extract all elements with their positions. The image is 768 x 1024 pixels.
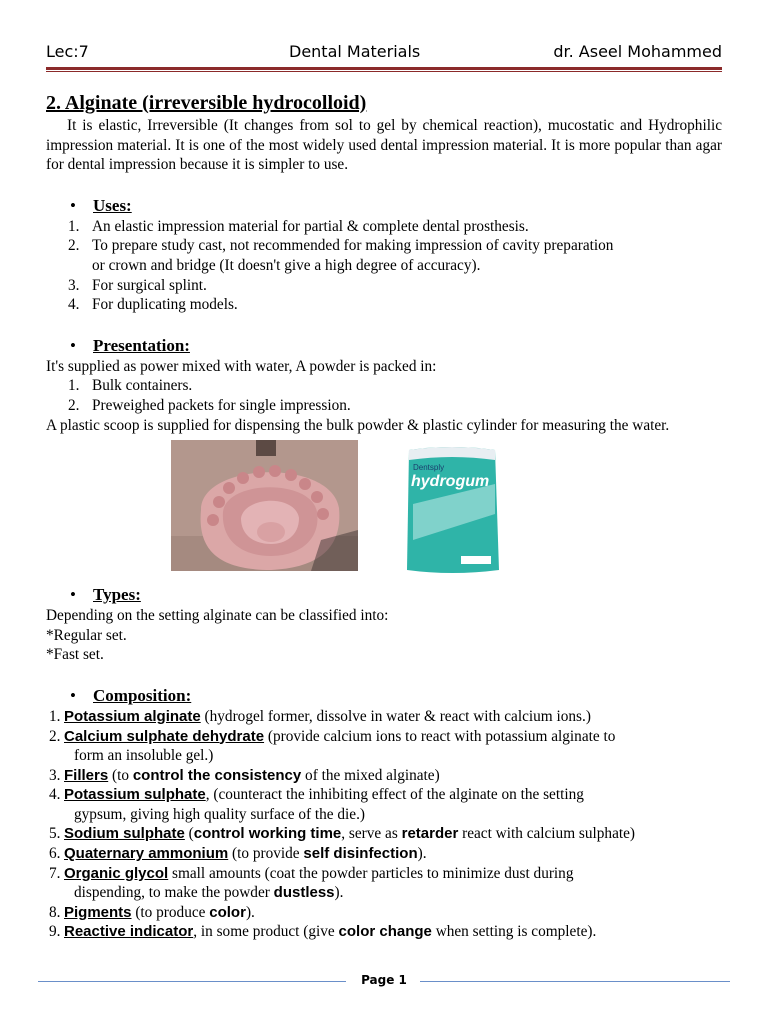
uses-heading: • Uses: [46, 195, 722, 217]
list-item: 1. Potassium alginate (hydrogel former, dissolve in water & react with calcium ions.) [49, 707, 591, 725]
composition-heading: • Composition: [46, 685, 722, 707]
types-lead: Depending on the setting alginate can be classified into: [46, 607, 389, 625]
type-regular: *Regular set. [46, 626, 127, 644]
figure-row [46, 440, 722, 584]
list-item: 4. Potassium sulphate, (counteract the inhibiting effect of the alginate on the setting gypsum, giving high quality surface of the die.) [49, 786, 584, 823]
presentation-lead: It's supplied as power mixed with water, A powder is packed in: [46, 357, 437, 375]
author-name: dr. Aseel Mohammed [553, 42, 722, 61]
list-item: 9. Reactive indicator, in some product (give color change when setting is complete). [49, 923, 597, 941]
types-heading: • Types: [46, 584, 722, 606]
list-item: 2. To prepare study cast, not recommended for making impression of cavity preparation or crown and bridge (It doesn't give a high degree of accuracy). [68, 237, 614, 274]
list-item: 7. Organic glycol small amounts (coat the powder particles to minimize dust during dispending, to make the powder dustless). [49, 864, 574, 902]
document-body [46, 90, 722, 942]
presentation-heading: • Presentation: [46, 335, 722, 357]
subject-title: Dental Materials [289, 42, 421, 61]
list-item: 5. Sodium sulphate (control working time, serve as retarder react with calcium sulphate) [49, 825, 636, 843]
packet-brand-text: hydrogum [411, 473, 490, 491]
list-item: 1. An elastic impression material for partial & complete dental prosthesis. [68, 217, 529, 235]
packet-maker-text: Dentsply [413, 463, 445, 473]
page-number: Page 1 [361, 973, 407, 987]
page-footer [38, 973, 730, 991]
list-item: 2. Preweighed packets for single impression. [68, 396, 351, 414]
list-item: 1. Bulk containers. [68, 377, 193, 395]
alginate-impression-photo [171, 440, 358, 571]
section-title: 2. Alginate (irreversible hydrocolloid) [46, 92, 367, 114]
list-item: 8. Pigments (to produce color). [49, 903, 255, 921]
composition-list [46, 707, 722, 942]
list-item: 3. For surgical splint. [68, 276, 207, 294]
list-item: 4. For duplicating models. [68, 296, 238, 314]
list-item: 6. Quaternary ammonium (to provide self disinfection). [49, 845, 427, 863]
type-fast: *Fast set. [46, 646, 104, 664]
presentation-note: A plastic scoop is supplied for dispensing the bulk powder & plastic cylinder for measuring the water. [46, 416, 670, 434]
uses-list [46, 217, 722, 315]
lecture-number: Lec:7 [46, 42, 89, 61]
header-rule-thin [46, 71, 722, 72]
intro-paragraph: It is elastic, Irreversible (It changes from sol to gel by chemical reaction), mucostatic and Hydrophilic impression material. It is one of the most widely used dental impression material. It is more popular than agar for dental impression because it is simpler to use. [46, 117, 722, 174]
page-header [46, 42, 722, 66]
presentation-list [46, 376, 722, 415]
header-rule-thick [46, 67, 722, 70]
list-item: 3. Fillers (to control the consistency of the mixed alginate) [49, 766, 440, 784]
hydrogum-packet-photo [403, 444, 501, 576]
list-item: 2. Calcium sulphate dehydrate (provide calcium ions to react with potassium alginate to form an insoluble gel.) [49, 727, 616, 765]
